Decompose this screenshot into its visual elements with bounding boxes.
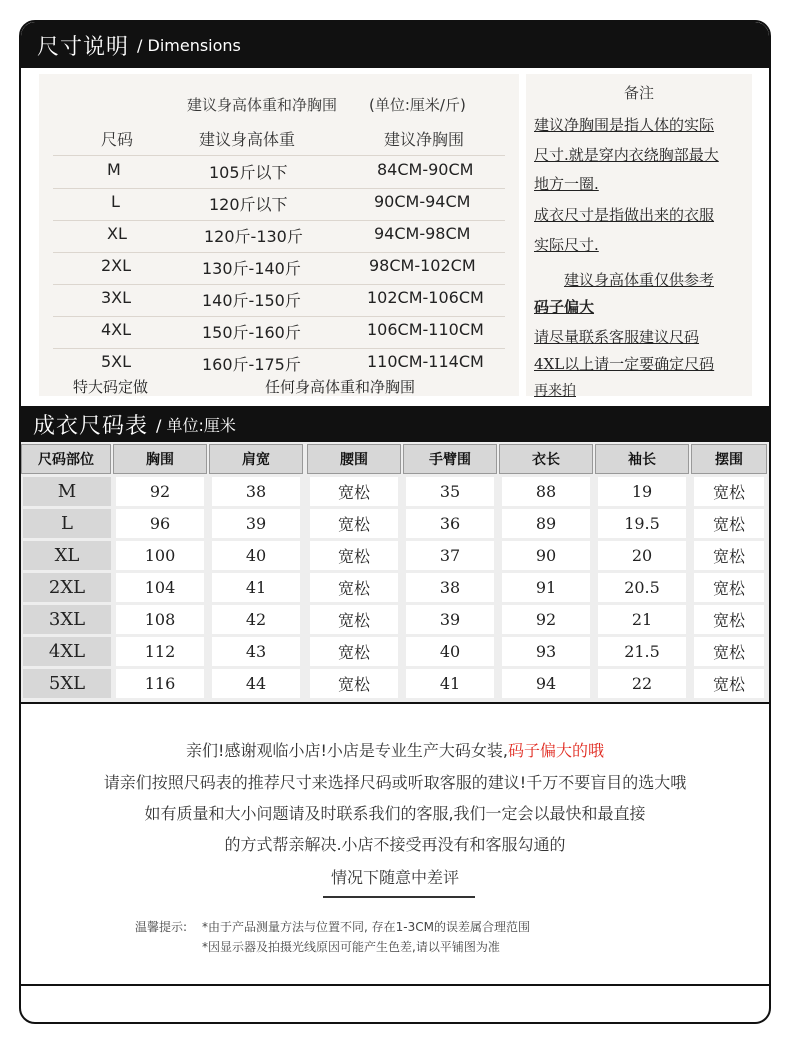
table-cell: 41 [406, 669, 494, 698]
rec-size: 3XL [101, 288, 132, 307]
table-cell: 19 [598, 477, 686, 506]
column-header: 衣长 [499, 444, 593, 474]
row-size-label: XL [23, 541, 111, 570]
note-line: 成衣尺寸是指做出来的衣服 [534, 206, 715, 224]
note-line-emphasis: 码子偏大 [534, 298, 595, 316]
divider [53, 220, 505, 221]
note-line: 实际尺寸. [534, 236, 599, 254]
size-table-title-bar [21, 406, 769, 442]
table-cell: 21.5 [598, 637, 686, 666]
table-cell: 38 [406, 573, 494, 602]
note-line: 再来拍 [534, 383, 576, 399]
dimensions-subtitle: / Dimensions [137, 35, 241, 55]
rec-hw: 160斤-175斤 [202, 355, 301, 374]
dimensions-section [21, 68, 769, 406]
table-cell: 宽松 [694, 637, 764, 666]
table-cell: 44 [212, 669, 300, 698]
rec-row [39, 224, 519, 255]
table-cell: 宽松 [694, 573, 764, 602]
tip-line: *因显示器及拍摄光线原因可能产生色差,请以平铺图为准 [202, 940, 500, 954]
divider [323, 896, 475, 898]
table-cell: 94 [502, 669, 590, 698]
message-highlight: 码子偏大的哦 [507, 741, 604, 760]
table-cell: 88 [502, 477, 590, 506]
table-cell: 宽松 [310, 573, 398, 602]
garment-size-table [21, 442, 769, 702]
rec-size: 2XL [101, 256, 132, 275]
rec-size: XL [107, 224, 127, 243]
table-cell: 宽松 [694, 669, 764, 698]
table-cell: 宽松 [310, 669, 398, 698]
table-cell: 104 [116, 573, 204, 602]
table-cell: 22 [598, 669, 686, 698]
column-header: 手臂围 [403, 444, 497, 474]
rec-row [39, 192, 519, 223]
rec-chest: 106CM-110CM [367, 320, 484, 339]
table-cell: 35 [406, 477, 494, 506]
size-table-unit: / 单位:厘米 [156, 415, 236, 435]
table-cell: 90 [502, 541, 590, 570]
table-cell: 宽松 [310, 637, 398, 666]
table-cell: 116 [116, 669, 204, 698]
note-line: 尺寸.就是穿内衣绕胸部最大 [534, 146, 719, 164]
note-line: 地方一圈. [534, 175, 599, 193]
rec-size: 4XL [101, 320, 132, 339]
column-header: 腰围 [307, 444, 401, 474]
table-cell: 宽松 [310, 605, 398, 634]
divider [53, 284, 505, 285]
row-size-label: 5XL [23, 669, 111, 698]
size-table-title: 成衣尺码表 [33, 413, 149, 439]
rec-unit: (单位:厘米/斤) [369, 96, 466, 114]
table-cell: 96 [116, 509, 204, 538]
rec-chest: 94CM-98CM [374, 224, 471, 243]
table-cell: 20 [598, 541, 686, 570]
dimensions-title: 尺寸说明 [37, 34, 130, 60]
rec-size: L [111, 192, 120, 211]
row-size-label: 3XL [23, 605, 111, 634]
divider [53, 155, 505, 156]
tip-line: *由于产品测量方法与位置不同, 存在1-3CM的误差属合理范围 [202, 920, 530, 934]
rec-chest: 84CM-90CM [377, 160, 474, 179]
note-line: 建议身高体重仅供参考 [563, 271, 714, 289]
message-line: 情况下随意中差评 [330, 868, 459, 887]
row-size-label: 2XL [23, 573, 111, 602]
row-size-label: M [23, 477, 111, 506]
col-chest-header: 建议净胸围 [384, 130, 465, 149]
table-cell: 39 [406, 605, 494, 634]
note-line: 请尽量联系客服建议尺码 [534, 328, 700, 346]
table-cell: 100 [116, 541, 204, 570]
table-cell: 38 [212, 477, 300, 506]
rec-hw: 120斤-130斤 [204, 227, 303, 246]
table-cell: 41 [212, 573, 300, 602]
table-cell: 93 [502, 637, 590, 666]
table-cell: 宽松 [694, 605, 764, 634]
table-cell: 40 [406, 637, 494, 666]
rec-chest: 98CM-102CM [369, 256, 476, 275]
row-size-label: 4XL [23, 637, 111, 666]
rec-hw: 130斤-140斤 [202, 259, 301, 278]
rec-heading: 建议身高体重和净胸围 [187, 96, 338, 114]
column-header: 尺码部位 [21, 444, 111, 474]
dimensions-title-bar [21, 22, 769, 68]
message-line [21, 738, 769, 761]
table-cell: 92 [502, 605, 590, 634]
rec-chest: 102CM-106CM [367, 288, 484, 307]
rec-row [39, 160, 519, 191]
divider [53, 316, 505, 317]
col-size-header: 尺码 [101, 130, 134, 149]
divider [21, 702, 769, 704]
table-cell: 42 [212, 605, 300, 634]
table-cell: 40 [212, 541, 300, 570]
table-cell: 91 [502, 573, 590, 602]
rec-hw: 150斤-160斤 [202, 323, 301, 342]
custom-size-label: 特大码定做 [73, 378, 149, 396]
table-cell: 37 [406, 541, 494, 570]
rec-hw: 105斤以下 [209, 163, 288, 182]
message-text: 亲们!感谢观临小店!小店是专业生产大码女装, [186, 741, 508, 760]
divider [53, 188, 505, 189]
notes-panel [526, 74, 752, 399]
size-chart-card [19, 20, 771, 1024]
note-line: 建议净胸围是指人体的实际 [534, 116, 715, 134]
col-hw-header: 建议身高体重 [199, 130, 296, 149]
table-cell: 宽松 [310, 477, 398, 506]
note-line: 4XL以上请一定要确定尺码 [534, 355, 715, 373]
table-cell: 宽松 [310, 541, 398, 570]
column-header: 胸围 [113, 444, 207, 474]
rec-size: M [107, 160, 121, 179]
table-cell: 89 [502, 509, 590, 538]
rec-chest: 90CM-94CM [374, 192, 471, 211]
table-cell: 宽松 [310, 509, 398, 538]
rec-hw: 120斤以下 [209, 195, 288, 214]
custom-size-desc: 任何身高体重和净胸围 [265, 378, 416, 396]
table-cell: 112 [116, 637, 204, 666]
message-line: 的方式帮亲解决.小店不接受再没有和客服勾通的 [224, 835, 566, 854]
rec-row [39, 256, 519, 287]
divider [21, 984, 769, 986]
rec-hw: 140斤-150斤 [202, 291, 301, 310]
column-header: 肩宽 [209, 444, 303, 474]
message-line: 如有质量和大小问题请及时联系我们的客服,我们一定会以最快和最直接 [144, 804, 646, 823]
table-cell: 108 [116, 605, 204, 634]
notes-title: 备注 [623, 84, 654, 102]
table-cell: 39 [212, 509, 300, 538]
table-cell: 19.5 [598, 509, 686, 538]
table-cell: 20.5 [598, 573, 686, 602]
column-header: 袖长 [595, 444, 689, 474]
table-cell: 21 [598, 605, 686, 634]
recommendation-table [39, 74, 519, 396]
rec-row [39, 320, 519, 351]
rec-row [39, 288, 519, 319]
table-cell: 92 [116, 477, 204, 506]
column-header: 摆围 [691, 444, 767, 474]
table-cell: 宽松 [694, 477, 764, 506]
message-line: 请亲们按照尺码表的推荐尺寸来选择尺码或听取客服的建议!千万不要盲目的选大哦 [103, 773, 687, 792]
divider [53, 252, 505, 253]
tip-label: 温馨提示: [135, 920, 188, 934]
rec-size: 5XL [101, 352, 132, 371]
table-cell: 宽松 [694, 509, 764, 538]
table-cell: 宽松 [694, 541, 764, 570]
table-cell: 36 [406, 509, 494, 538]
divider [53, 348, 505, 349]
rec-chest: 110CM-114CM [367, 352, 484, 371]
row-size-label: L [23, 509, 111, 538]
table-cell: 43 [212, 637, 300, 666]
